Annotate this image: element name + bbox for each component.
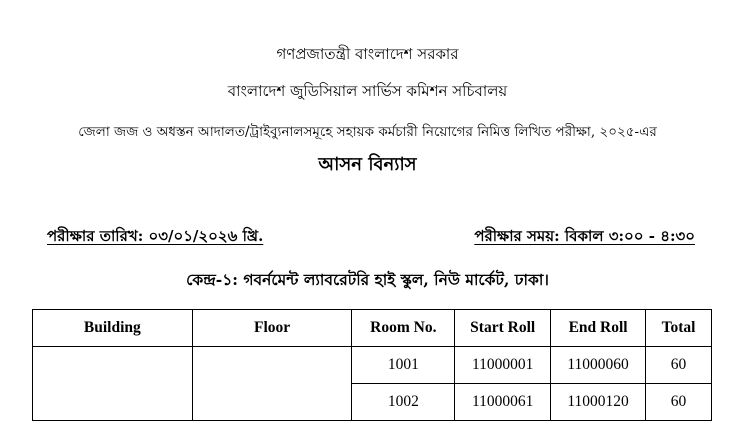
government-name: গণপ্রজাতন্ত্রী বাংলাদেশ সরকার: [276, 45, 459, 63]
header-building: Building: [33, 310, 193, 347]
header-total: Total: [646, 310, 712, 347]
room-cell: 1002: [352, 384, 455, 421]
document-title: আসন বিন্যাস: [318, 154, 417, 175]
end-roll-cell: 11000120: [551, 384, 646, 421]
start-roll-cell: 11000001: [455, 347, 551, 384]
exam-date: পরীক্ষার তারিখ: ০৩/০১/২০২৬ খ্রি.: [47, 227, 264, 245]
room-cell: 1001: [352, 347, 455, 384]
building-cell: [33, 347, 193, 421]
exam-time: পরীক্ষার সময়: বিকাল ৩:০০ - ৪:৩০: [474, 227, 695, 245]
header-floor: Floor: [192, 310, 352, 347]
table-header-row: [33, 310, 712, 347]
exam-center: কেন্দ্র-১: গবর্নমেন্ট ল্যাবরেটরি হাই স্কুল, নিউ মার্কেট, ঢাকা।: [186, 270, 549, 289]
header-start-roll: Start Roll: [455, 310, 551, 347]
commission-name: বাংলাদেশ জুডিসিয়াল সার্ভিস কমিশন সচিবালয়: [227, 82, 508, 100]
header-room-no: Room No.: [352, 310, 455, 347]
total-cell: 60: [646, 347, 712, 384]
header-end-roll: End Roll: [551, 310, 646, 347]
floor-cell: [192, 347, 352, 421]
start-roll-cell: 11000061: [455, 384, 551, 421]
end-roll-cell: 11000060: [551, 347, 646, 384]
total-cell: 60: [646, 384, 712, 421]
seat-plan-table: [32, 309, 712, 421]
table-row: [33, 347, 712, 384]
exam-title: জেলা জজ ও অধস্তন আদালত/ট্রাইব্যুনালসমূহে সহায়ক কর্মচারী নিয়োগের নিমিত্ত লিখিত পরীক্ষা, ২০২৫-এর: [78, 124, 657, 140]
